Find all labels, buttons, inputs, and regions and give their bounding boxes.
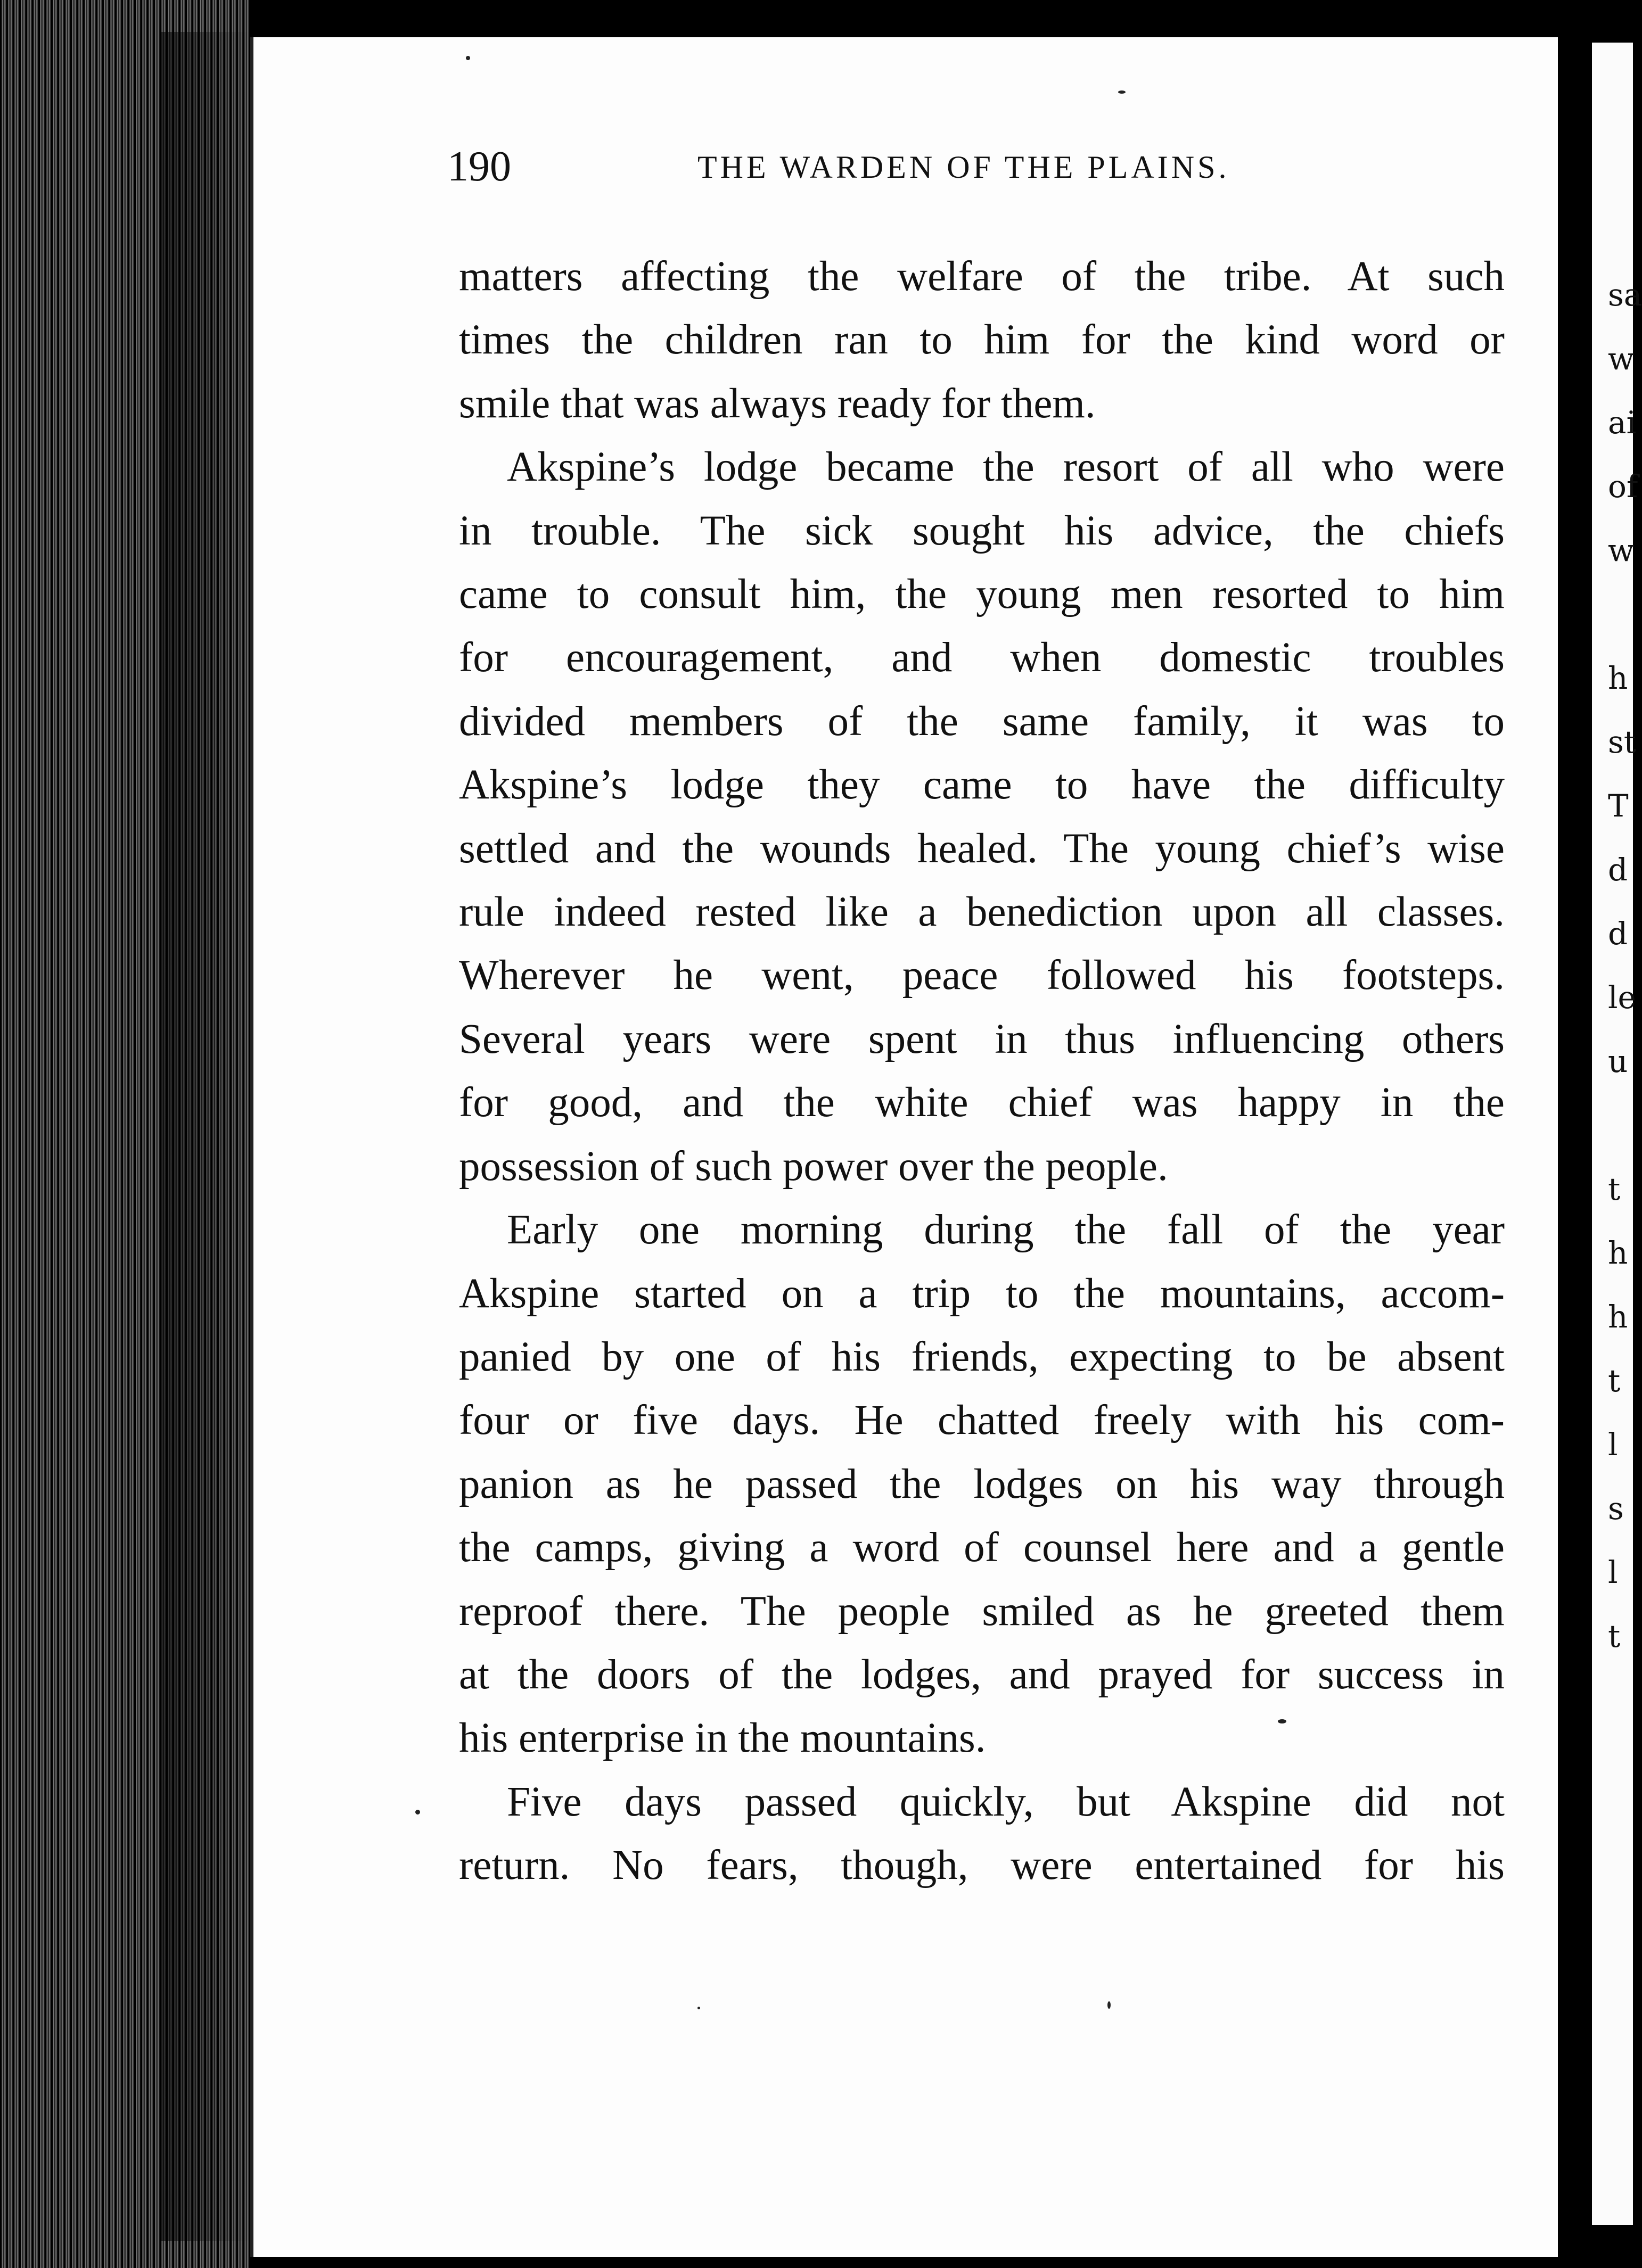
text-line: Early one morning during the fall of the year (507, 1207, 1505, 1253)
running-title: THE WARDEN OF THE PLAINS. (697, 150, 1230, 185)
facing-letter: t (1608, 1171, 1621, 1207)
facing-letter: w (1608, 532, 1635, 568)
facing-letter: l (1608, 1426, 1618, 1463)
facing-letter: of (1608, 468, 1638, 505)
text-line: Akspine’s lodge they came to have the difficulty (459, 762, 1505, 809)
text-line: at the doors of the lodges, and prayed for success in (459, 1651, 1505, 1698)
facing-letter: t (1608, 1618, 1621, 1654)
text-line: his enterprise in the mountains. (459, 1715, 986, 1762)
facing-letter: w (1608, 341, 1635, 377)
text-line: settled and the wounds healed. The young chief’s wise (459, 825, 1505, 872)
text-line: for good, and the white chief was happy in the (459, 1079, 1505, 1126)
text-line: Several years were spent in thus influencing others (459, 1016, 1505, 1062)
facing-letter: h (1608, 660, 1628, 696)
gutter-shadow (160, 32, 250, 2241)
text-line: possession of such power over the people. (459, 1143, 1168, 1190)
print-speck (1118, 90, 1126, 94)
facing-letter: u (1608, 1043, 1628, 1079)
text-line: return. No fears, though, were entertained for his (459, 1842, 1505, 1889)
facing-letter: h (1608, 1299, 1628, 1335)
facing-letter: h (1608, 1235, 1628, 1271)
facing-letter: s (1608, 1490, 1624, 1527)
paragraph (459, 245, 1505, 435)
body-text (459, 245, 1505, 1898)
print-speck (1278, 1719, 1286, 1723)
text-line: Five days passed quickly, but Akspine did not (507, 1778, 1505, 1825)
facing-page-edge (1592, 43, 1642, 2225)
text-line: times the children ran to him for the kind word or (459, 317, 1505, 364)
paragraph (459, 1770, 1505, 1898)
print-speck (466, 56, 470, 60)
print-speck (1107, 2001, 1111, 2009)
page-header (447, 143, 1299, 196)
print-speck (697, 2007, 700, 2009)
facing-letter: T (1608, 788, 1629, 824)
paragraph (459, 1198, 1505, 1770)
paragraph (459, 435, 1505, 1198)
text-line: reproof there. The people smiled as he greeted them (459, 1588, 1505, 1635)
print-speck (415, 1810, 420, 1815)
text-line: came to consult him, the young men resorted to him (459, 571, 1505, 618)
facing-letter: d (1608, 852, 1628, 888)
facing-letter: st (1608, 724, 1637, 760)
facing-letter: sa (1608, 277, 1642, 313)
text-line: panied by one of his friends, expecting to be absent (459, 1333, 1505, 1380)
page-number: 190 (447, 143, 511, 190)
facing-letter: le (1608, 979, 1636, 1016)
facing-letter: t (1608, 1363, 1621, 1399)
facing-letter: l (1608, 1554, 1618, 1590)
text-line: four or five days. He chatted freely with his com- (459, 1397, 1505, 1444)
text-line: Wherever he went, peace followed his footsteps. (459, 952, 1505, 999)
text-line: Akspine’s lodge became the resort of all who were (507, 444, 1505, 491)
text-line: Akspine started on a trip to the mountains, accom- (459, 1270, 1505, 1317)
facing-letter: d (1608, 916, 1628, 952)
text-line: rule indeed rested like a benediction upon all classes. (459, 889, 1505, 936)
text-line: panion as he passed the lodges on his way through (459, 1461, 1505, 1507)
text-line: in trouble. The sick sought his advice, the chiefs (459, 507, 1505, 554)
text-line: divided members of the same family, it was to (459, 698, 1505, 745)
text-line: smile that was always ready for them. (459, 380, 1096, 427)
text-line: for encouragement, and when domestic troubles (459, 634, 1505, 681)
facing-letter: ai (1608, 405, 1637, 441)
text-line: matters affecting the welfare of the tribe. At such (459, 253, 1505, 300)
text-line: the camps, giving a word of counsel here and a gentle (459, 1524, 1505, 1571)
